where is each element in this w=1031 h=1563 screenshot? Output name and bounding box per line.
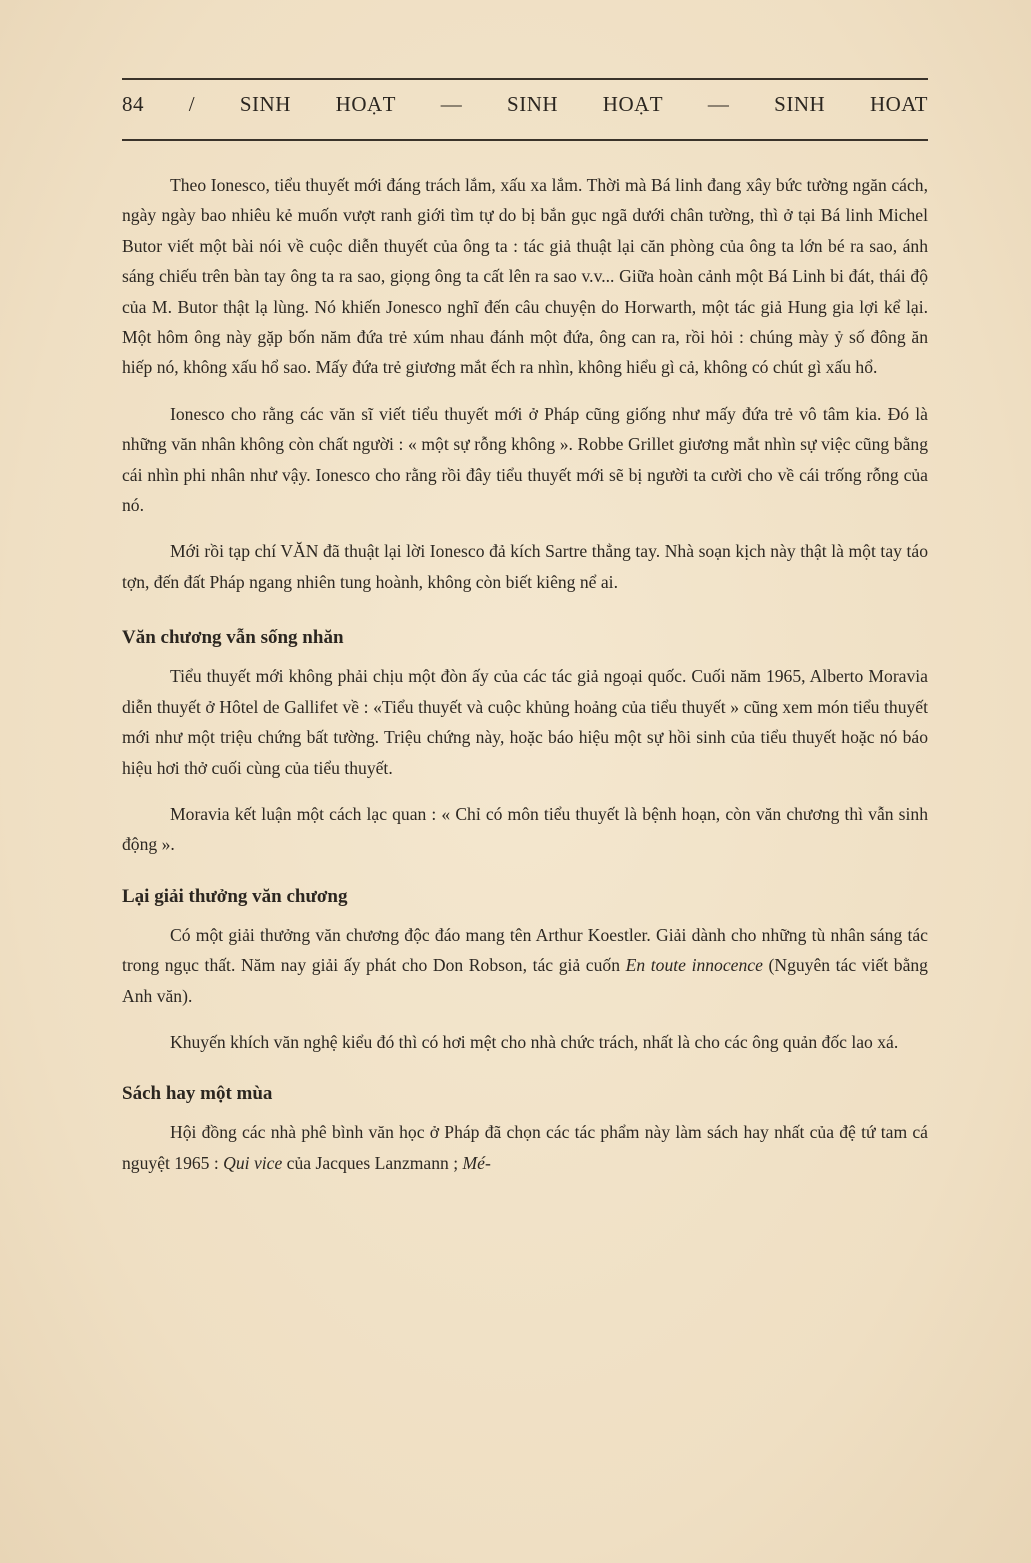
header-dash: — [707,92,730,116]
header-segment: HOẠT [602,92,664,116]
text-run: Hội đồng các nhà phê bình văn học ở Pháp đã chọn các tác phẩm này làm sách hay nhất của đệ tứ tam cá nguyệt 1965 : [122,1122,928,1173]
section-heading-sach-hay: Sách hay một mùa [122,1083,273,1105]
header-segment: HOẠT [335,92,396,116]
text-run: của Jacques Lanzmann ; [282,1152,463,1173]
section-heading-van-chuong: Văn chương vẫn sống nhăn [122,627,344,649]
header-segment: HOAT [869,92,928,116]
header-separator: / [188,92,196,116]
header-rule-top [122,78,928,80]
book-title-qui-vice: Qui vice [223,1152,283,1173]
section-heading-giai-thuong: Lại giải thưởng văn chương [122,885,348,907]
book-title-en-toute-innocence: En toute innocence [625,955,763,976]
paragraph-van-magazine: Mới rồi tạp chí VĂN đã thuật lại lời Ionesco đả kích Sartre thẳng tay. Nhà soạn kịch này thật là một tay táo tợn, đến đất Pháp ngang nhiên tung hoành, không còn biết kiêng nể ai. [122,541,928,592]
paragraph-moravia-conclusion: Moravia kết luận một cách lạc quan : « Chỉ có môn tiểu thuyết là bệnh hoạn, còn văn chương thì vẫn sinh động ». [122,803,928,855]
header-rule-bottom [122,139,928,141]
paragraph-koestler-prize [122,920,928,1011]
text-run: Có một giải thưởng văn chương độc đáo mang tên Arthur Koestler. Giải dành cho những tù nhân sáng tác trong ngục thất. Năm nay giải ấy phát cho Don Robson, tác giả cuốn [122,924,928,976]
paragraph-best-books [122,1117,928,1178]
header-segment: SINH [239,92,291,116]
text-run: (Nguyên tác viết bằng Anh văn). [122,955,928,1006]
header-segment: SINH [507,92,559,116]
paragraph-ionesco-butor: Theo Ionesco, tiểu thuyết mới đáng trách lắm, xấu xa lắm. Thời mà Bá linh đang xây bức tường ngăn cách, ngày ngày bao nhiêu kẻ muốn vượt ranh giới tìm tự do bị bắn gục ngã dưới chân tường, thì ở tại Bá linh Michel Butor viết một bài nói về cuộc diễn thuyết của ông ta : tác giả thuật lại căn phòng của ông ta lớn bé ra sao, ánh sáng chiếu trên bàn tay ông ta ra sao, giọng ông ta cất lên ra sao v.v... Giữa hoàn cảnh một Bá Linh bi đát, thái độ của M. Butor thật lạ lùng. Nó khiến Jonesco nghĩ đến câu chuyện do Horwarth, một tác giả Hung gia lợi kể lại. Một hôm ông này gặp bốn năm đứa trẻ xúm nhau đánh một đứa, ông can ra, rồi hỏi : chúng mày ỷ số đông ăn hiếp nó, không xấu hổ sao. Mấy đứa trẻ giương mắt ếch ra nhìn, không hiểu gì cả, không có chút gì xấu hổ. [122,175,928,378]
paragraph-moravia-lecture: Tiểu thuyết mới không phải chịu một đòn ấy của các tác giả ngoại quốc. Cuối năm 1965, Alberto Moravia diễn thuyết ở Hôtel de Gallifet về : «Tiểu thuyết và cuộc khủng hoảng của tiểu thuyết » cũng xem món tiểu thuyết mới như một triệu chứng bất tường. Triệu chứng này, hoặc báo hiệu một sự hồi sinh của tiểu thuyết hoặc nó báo hiệu hơi thở cuối cùng của tiểu thuyết. [122,666,928,778]
page-number: 84 [122,92,144,116]
article-body [122,170,928,1194]
paragraph-ionesco-novelists: Ionesco cho rằng các văn sĩ viết tiểu thuyết mới ở Pháp cũng giống như mấy đứa trẻ vô tâm kia. Đó là những văn nhân không còn chất người : « một sự rỗng không ». Robbe Grillet giương mắt nhìn sự việc cũng bằng cái nhìn phi nhân như vậy. Ionesco cho rằng rồi đây tiểu thuyết mới sẽ bị người ta cười cho về cái trống rỗng của nó. [122,403,928,516]
book-title-truncated: Mé- [462,1152,491,1173]
header-segment: SINH [774,92,826,116]
running-header [122,92,928,126]
header-dash: — [440,92,463,116]
paragraph-encouragement: Khuyến khích văn nghệ kiểu đó thì có hơi mệt cho nhà chức trách, nhất là cho các ông quản đốc lao xá. [170,1031,899,1052]
